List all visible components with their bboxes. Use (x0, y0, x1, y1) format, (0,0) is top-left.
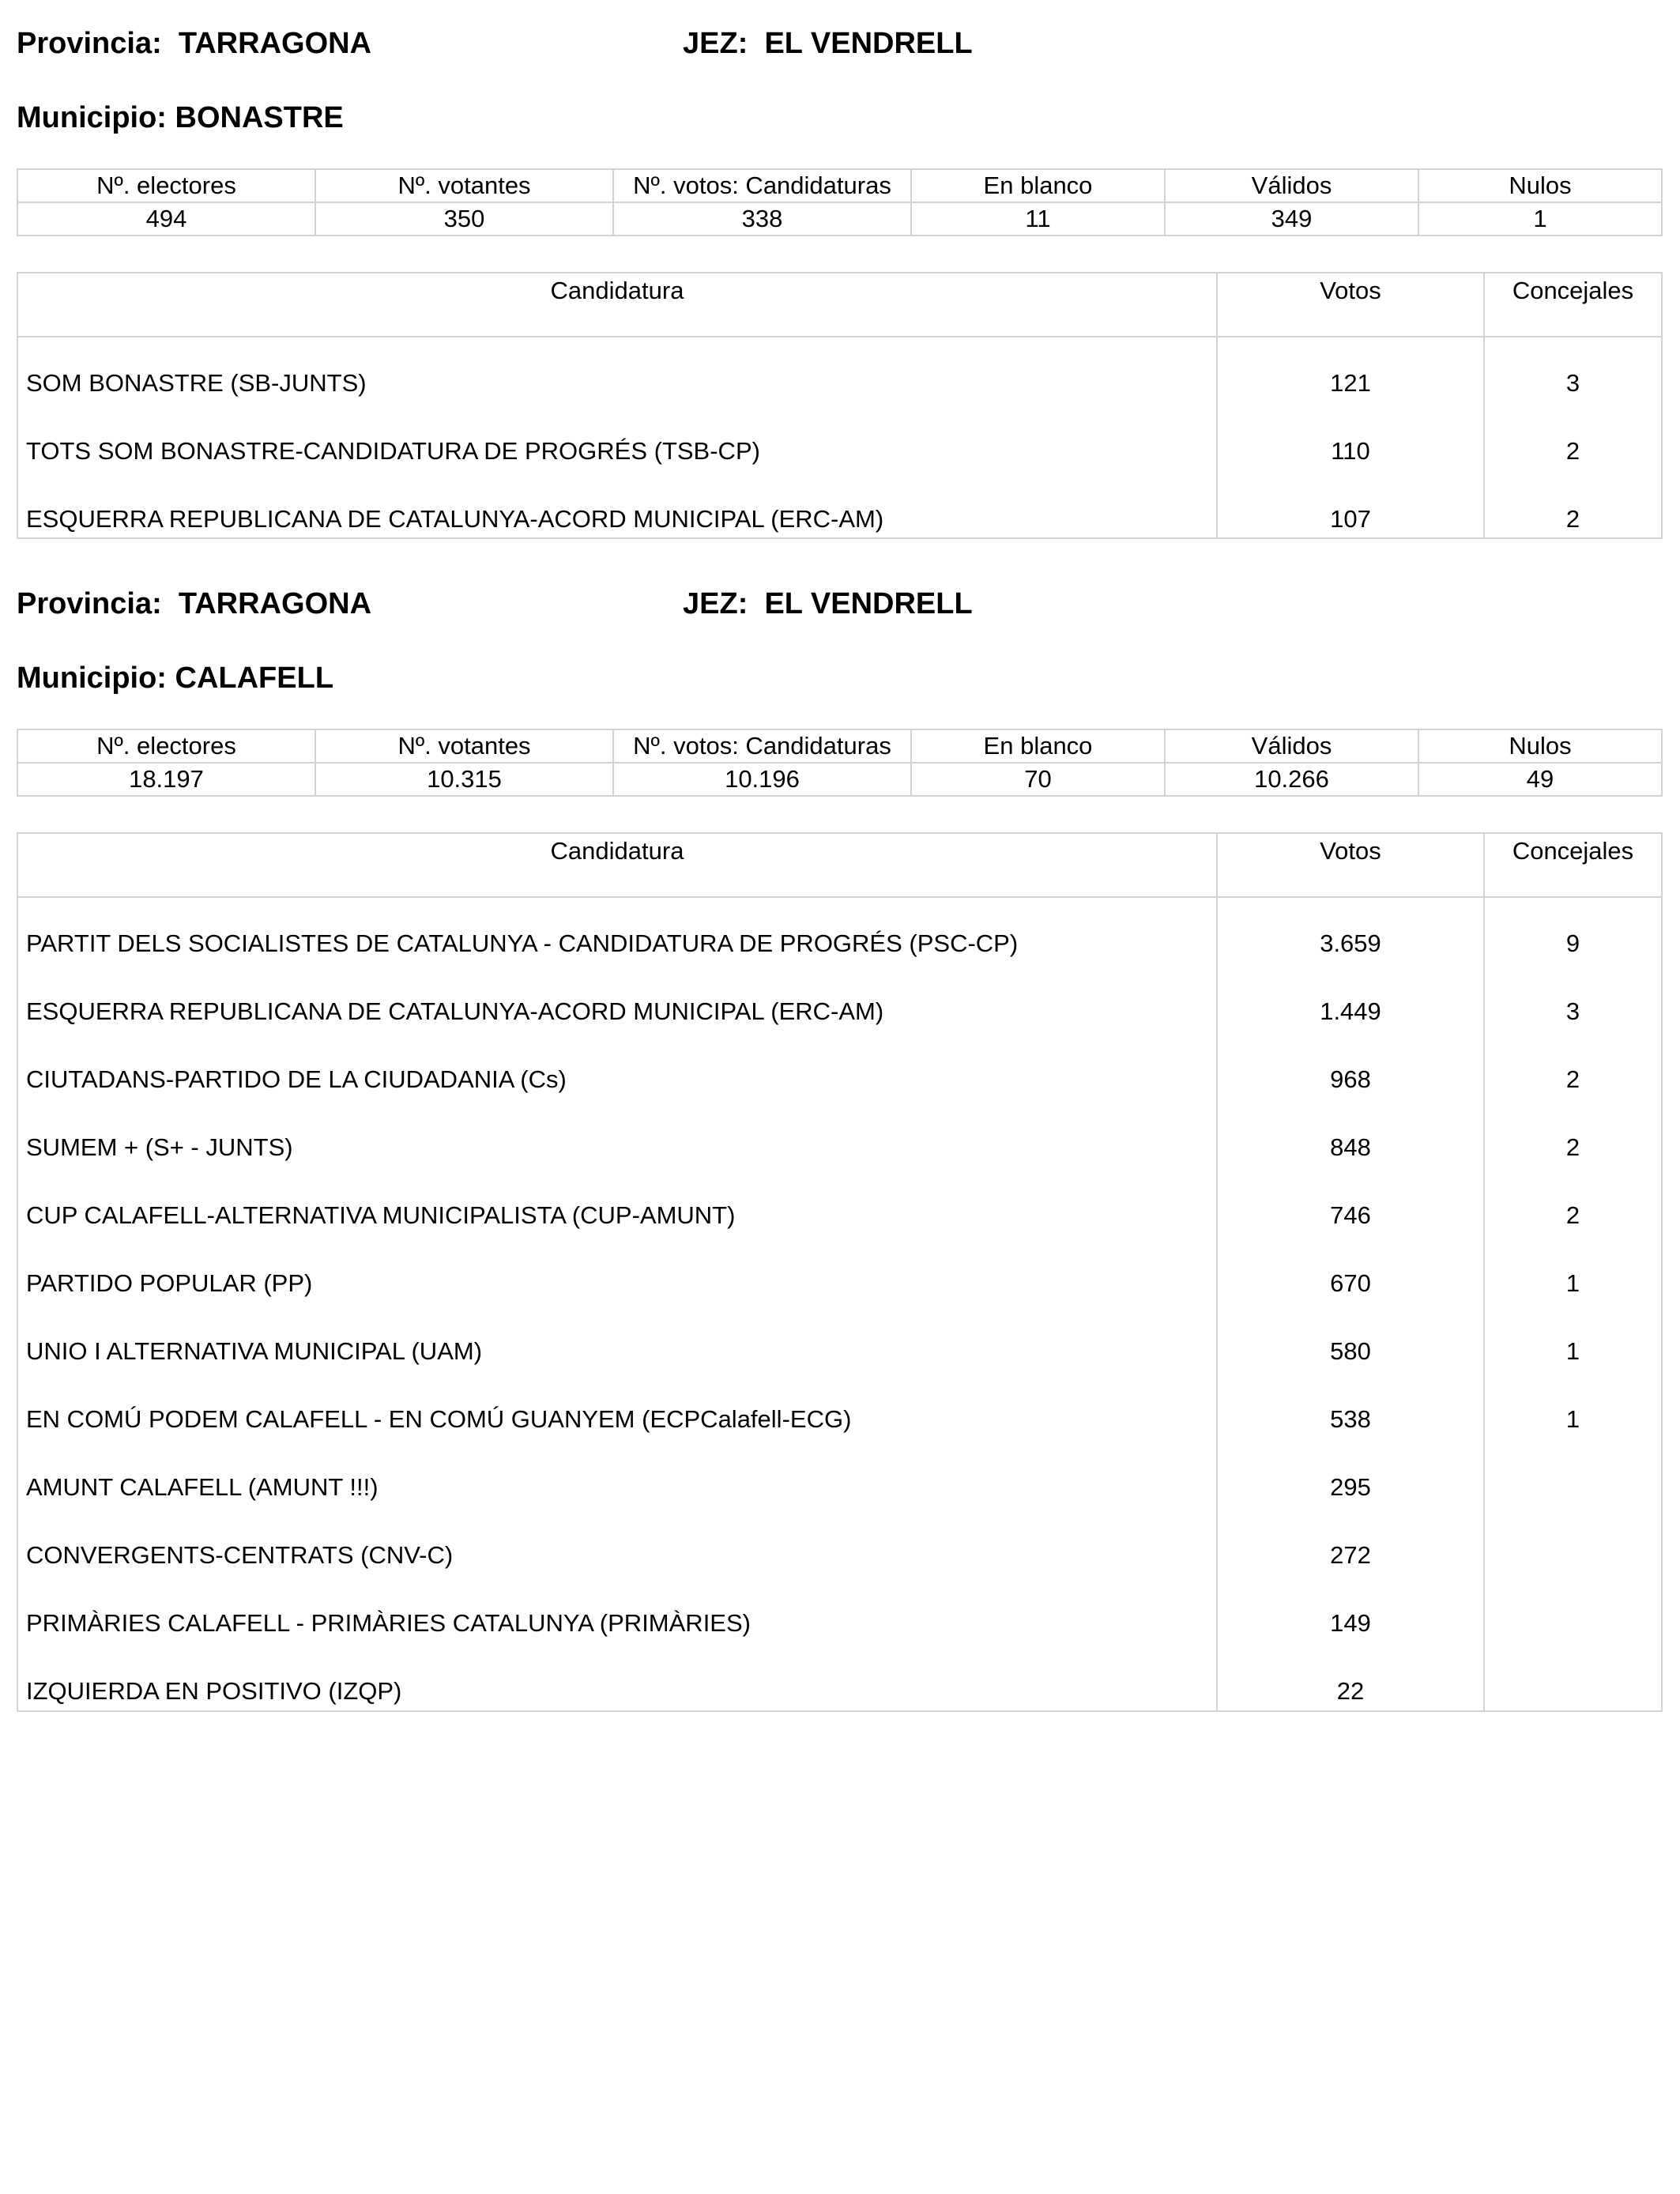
candidaturas-table (17, 832, 1663, 1712)
candidatura-votes: 848 (1330, 1133, 1371, 1161)
candidatura-votes: 3.659 (1320, 929, 1381, 957)
candidatura-name: CIUTADANS-PARTIDO DE LA CIUDADANIA (Cs) (26, 1065, 567, 1093)
candidatura-concejales: 9 (1565, 929, 1580, 957)
candidatura-concejales: 1 (1565, 1337, 1580, 1365)
votos-column (1218, 337, 1485, 537)
candidaturas-header-row (18, 834, 1661, 898)
stats-header-en-blanco: En blanco (911, 169, 1165, 202)
stats-header-row (17, 169, 1662, 202)
candidatura-votes: 295 (1330, 1473, 1371, 1501)
provincia-heading: Provincia: TARRAGONA (17, 587, 372, 620)
candidatura-name: SOM BONASTRE (SB-JUNTS) (26, 369, 367, 397)
candidatura-name: IZQUIERDA EN POSITIVO (IZQP) (26, 1677, 402, 1705)
stats-header-en-blanco: En blanco (911, 729, 1165, 763)
candidatura-votes: 107 (1330, 505, 1371, 533)
municipio-section-calafell (17, 560, 1663, 1730)
header-concejales: Concejales (1512, 277, 1634, 304)
provincia-heading: Provincia: TARRAGONA (17, 27, 372, 60)
jez-heading: JEZ: EL VENDRELL (683, 27, 973, 60)
candidatura-name: CONVERGENTS-CENTRATS (CNV-C) (26, 1541, 454, 1569)
stats-header-votantes: Nº. votantes (315, 729, 613, 763)
votos-column (1218, 898, 1485, 1710)
candidatura-name-column (18, 337, 1218, 537)
candidatura-votes: 149 (1330, 1609, 1371, 1637)
candidatura-votes: 22 (1336, 1677, 1365, 1705)
candidatura-name: EN COMÚ PODEM CALAFELL - EN COMÚ GUANYEM (ECPCalafell-ECG) (26, 1405, 852, 1433)
candidatura-name: SUMEM + (S+ - JUNTS) (26, 1133, 293, 1161)
candidaturas-table (17, 272, 1663, 539)
municipio-heading: Municipio: CALAFELL (17, 662, 334, 695)
stats-value-votos-candidaturas: 10.196 (613, 763, 911, 796)
candidatura-concejales (1485, 1453, 1661, 1521)
stats-value-votantes: 10.315 (315, 763, 613, 796)
candidatura-concejales: 3 (1565, 369, 1580, 397)
header-votos: Votos (1218, 273, 1485, 336)
stats-header-validos: Válidos (1165, 169, 1418, 202)
stats-header-nulos: Nulos (1418, 729, 1662, 763)
stats-value-row (17, 763, 1662, 796)
candidatura-name: ESQUERRA REPUBLICANA DE CATALUNYA-ACORD MUNICIPAL (ERC-AM) (26, 997, 884, 1025)
candidatura-concejales: 1 (1565, 1269, 1580, 1297)
stats-value-votantes: 350 (315, 202, 613, 236)
candidaturas-header-row (18, 273, 1661, 337)
candidatura-name: PRIMÀRIES CALAFELL - PRIMÀRIES CATALUNYA (PRIMÀRIES) (26, 1609, 751, 1637)
municipio-heading: Municipio: BONASTRE (17, 101, 344, 134)
candidatura-concejales: 2 (1565, 505, 1580, 533)
candidatura-name: AMUNT CALAFELL (AMUNT !!!) (26, 1473, 379, 1501)
stats-table (17, 729, 1663, 797)
stats-table (17, 168, 1663, 236)
candidatura-votes: 746 (1330, 1201, 1371, 1229)
stats-value-electores: 494 (17, 202, 315, 236)
candidatura-name: PARTIT DELS SOCIALISTES DE CATALUNYA - CANDIDATURA DE PROGRÉS (PSC-CP) (26, 929, 1019, 957)
stats-value-votos-candidaturas: 338 (613, 202, 911, 236)
stats-value-validos: 349 (1165, 202, 1418, 236)
stats-value-nulos: 49 (1418, 763, 1662, 796)
stats-value-en-blanco: 11 (911, 202, 1165, 236)
candidatura-concejales: 3 (1565, 997, 1580, 1025)
candidatura-concejales (1485, 1589, 1661, 1657)
candidatura-concejales (1485, 1521, 1661, 1589)
candidatura-votes: 968 (1330, 1065, 1371, 1093)
candidatura-name-column (18, 898, 1218, 1710)
header-concejales: Concejales (1512, 837, 1634, 865)
candidatura-votes: 538 (1330, 1405, 1371, 1433)
header-votos: Votos (1218, 834, 1485, 896)
candidatura-votes: 580 (1330, 1337, 1371, 1365)
stats-header-votos-candidaturas: Nº. votos: Candidaturas (613, 169, 911, 202)
candidatura-concejales: 1 (1565, 1405, 1580, 1433)
candidatura-name: UNIO I ALTERNATIVA MUNICIPAL (UAM) (26, 1337, 483, 1365)
candidatura-name: PARTIDO POPULAR (PP) (26, 1269, 313, 1297)
candidatura-concejales: 2 (1565, 1065, 1580, 1093)
candidatura-concejales: 2 (1565, 1133, 1580, 1161)
stats-header-row (17, 729, 1662, 763)
stats-value-en-blanco: 70 (911, 763, 1165, 796)
stats-value-validos: 10.266 (1165, 763, 1418, 796)
stats-header-votos-candidaturas: Nº. votos: Candidaturas (613, 729, 911, 763)
stats-header-nulos: Nulos (1418, 169, 1662, 202)
candidatura-votes: 110 (1331, 437, 1370, 465)
candidatura-concejales: 2 (1565, 1201, 1580, 1229)
stats-value-electores: 18.197 (17, 763, 315, 796)
candidatura-votes: 272 (1330, 1541, 1371, 1569)
header-candidatura: Candidatura (18, 273, 1218, 336)
candidatura-name: ESQUERRA REPUBLICANA DE CATALUNYA-ACORD MUNICIPAL (ERC-AM) (26, 505, 884, 533)
concejales-column (1485, 337, 1661, 537)
municipio-section-bonastre (17, 0, 1663, 553)
candidatura-votes: 121 (1330, 369, 1371, 397)
jez-heading: JEZ: EL VENDRELL (683, 587, 973, 620)
stats-value-nulos: 1 (1418, 202, 1662, 236)
stats-header-votantes: Nº. votantes (315, 169, 613, 202)
stats-value-row (17, 202, 1662, 236)
candidatura-concejales (1485, 1657, 1661, 1725)
candidatura-votes: 670 (1330, 1269, 1371, 1297)
candidatura-concejales: 2 (1565, 437, 1580, 465)
candidatura-name: CUP CALAFELL-ALTERNATIVA MUNICIPALISTA (CUP-AMUNT) (26, 1201, 736, 1229)
candidatura-votes: 1.449 (1320, 997, 1381, 1025)
stats-header-validos: Válidos (1165, 729, 1418, 763)
concejales-column (1485, 898, 1661, 1710)
stats-header-electores: Nº. electores (17, 729, 315, 763)
header-candidatura: Candidatura (18, 834, 1218, 896)
candidatura-name: TOTS SOM BONASTRE-CANDIDATURA DE PROGRÉS (TSB-CP) (26, 437, 760, 465)
stats-header-electores: Nº. electores (17, 169, 315, 202)
